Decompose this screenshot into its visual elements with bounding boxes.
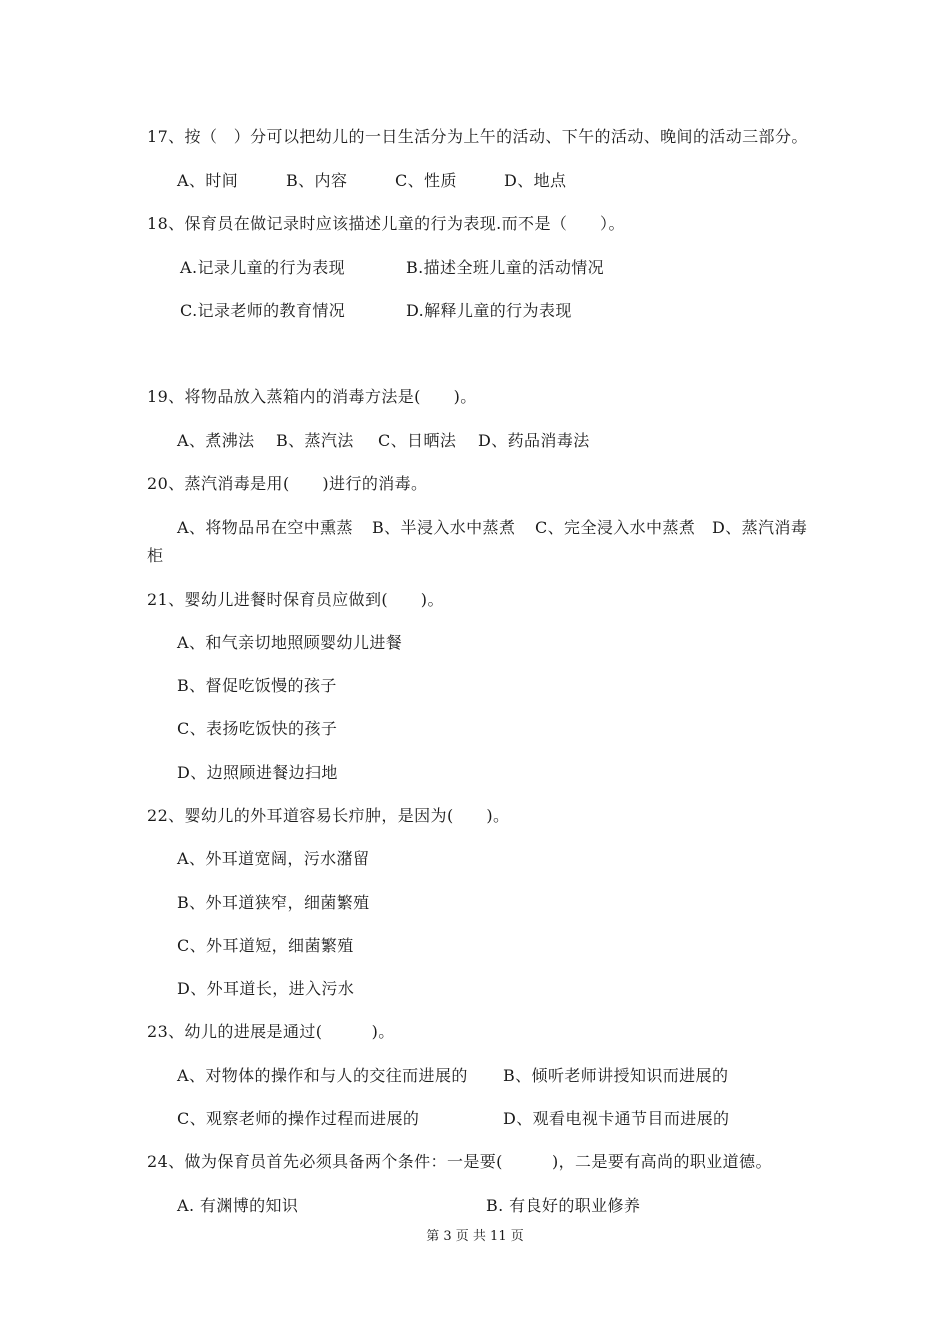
question-23-option-c: C、观察老师的操作过程而进展的 — [177, 1109, 420, 1128]
question-22-option-c: C、外耳道短，细菌繁殖 — [177, 936, 354, 955]
question-17-stem: 17、按（ ）分可以把幼儿的一日生活分为上午的活动、下午的活动、晚间的活动三部分。 — [147, 127, 808, 146]
question-21-option-d: D、边照顾进餐边扫地 — [177, 763, 338, 782]
question-19-stem: 19、将物品放入蒸箱内的消毒方法是( )。 — [147, 387, 477, 406]
question-22-option-a: A、外耳道宽阔，污水潴留 — [177, 849, 370, 868]
question-23-option-b: B、倾听老师讲授知识而进展的 — [503, 1066, 729, 1085]
question-23-option-d: D、观看电视卡通节目而进展的 — [503, 1109, 730, 1128]
question-21-stem: 21、婴幼儿进餐时保育员应做到( )。 — [147, 590, 444, 609]
question-20-option-a: A、将物品吊在空中熏蒸 — [177, 518, 353, 537]
question-21-option-b: B、督促吃饭慢的孩子 — [177, 676, 337, 695]
question-18-option-c: C.记录老师的教育情况 — [180, 301, 346, 320]
question-20-option-d: D、蒸汽消毒 — [712, 518, 808, 537]
question-17-option-a: A、时间 — [177, 171, 239, 190]
question-17-option-d: D、地点 — [504, 171, 567, 190]
question-18-option-b: B.描述全班儿童的活动情况 — [406, 258, 605, 277]
question-18-option-d: D.解释儿童的行为表现 — [406, 301, 572, 320]
question-18-option-a: A.记录儿童的行为表现 — [180, 258, 346, 277]
question-19-option-d: D、药品消毒法 — [478, 431, 590, 450]
question-22-option-b: B、外耳道狭窄，细菌繁殖 — [177, 893, 370, 912]
question-24-option-a: A. 有渊博的知识 — [177, 1196, 299, 1215]
page-number-footer: 第 3 页 共 11 页 — [426, 1229, 524, 1244]
question-21-option-a: A、和气亲切地照顾婴幼儿进餐 — [177, 633, 403, 652]
question-21-option-c: C、表扬吃饭快的孩子 — [177, 719, 338, 738]
question-17-option-c: C、性质 — [395, 171, 457, 190]
question-17-option-b: B、内容 — [286, 171, 348, 190]
question-23-option-a: A、对物体的操作和与人的交往而进展的 — [177, 1066, 468, 1085]
question-20-option-c: C、完全浸入水中蒸煮 — [535, 518, 696, 537]
question-24-option-b: B. 有良好的职业修养 — [486, 1196, 641, 1215]
question-24-stem: 24、做为保育员首先必须具备两个条件：一是要( )，二是要有高尚的职业道德。 — [147, 1152, 772, 1171]
question-18-stem: 18、保育员在做记录时应该描述儿童的行为表现.而不是（ ）。 — [147, 214, 625, 233]
question-20-option-d-wrap: 柜 — [147, 546, 164, 565]
question-20-stem: 20、蒸汽消毒是用( )进行的消毒。 — [147, 474, 428, 493]
question-23-stem: 23、幼儿的进展是通过( )。 — [147, 1022, 395, 1041]
question-20-option-b: B、半浸入水中蒸煮 — [372, 518, 516, 537]
question-22-option-d: D、外耳道长，进入污水 — [177, 979, 355, 998]
question-19-option-c: C、日晒法 — [378, 431, 457, 450]
question-19-option-a: A、煮沸法 — [177, 431, 255, 450]
question-19-option-b: B、蒸汽法 — [276, 431, 354, 450]
question-22-stem: 22、婴幼儿的外耳道容易长疖肿，是因为( )。 — [147, 806, 510, 825]
